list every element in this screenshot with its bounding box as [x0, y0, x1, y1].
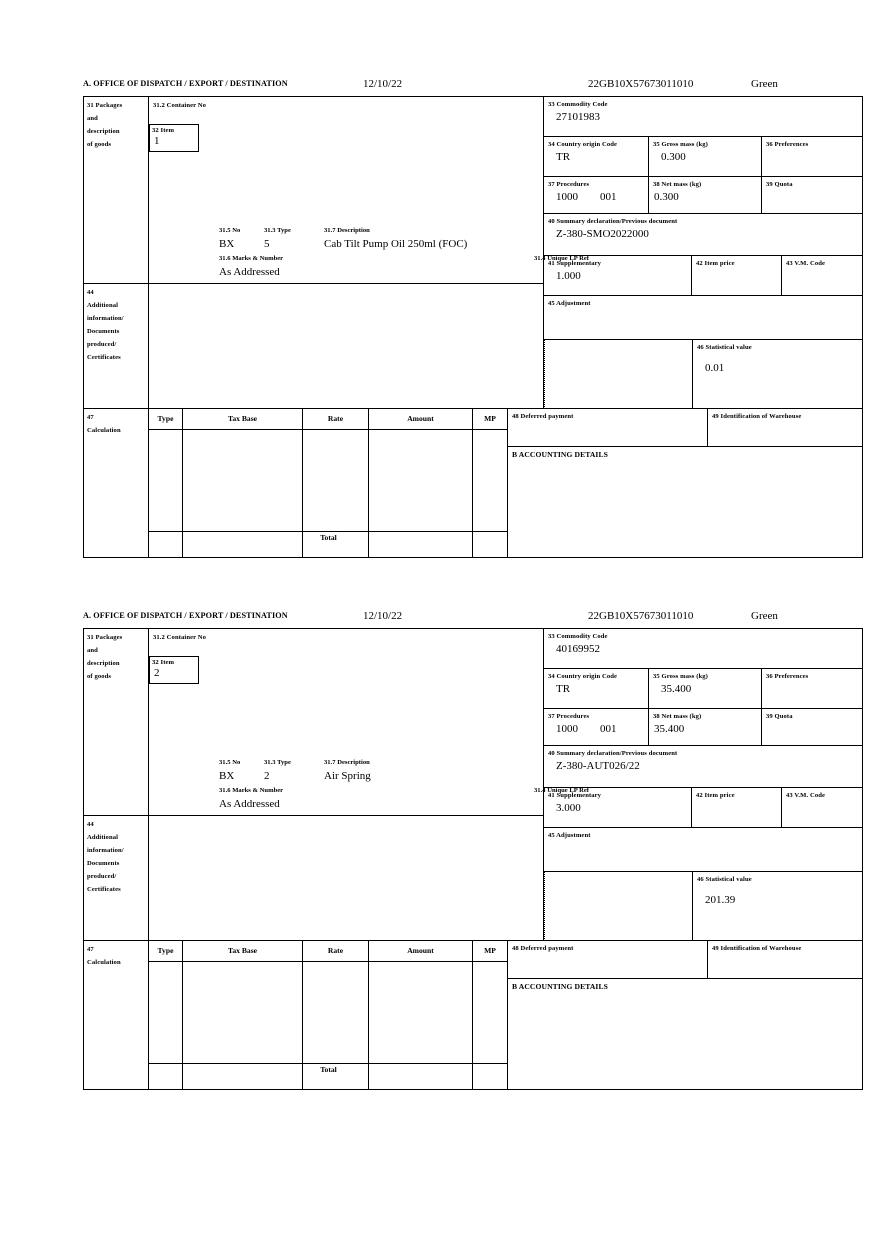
- procedure-2-value: 001: [600, 191, 617, 203]
- box-48-deferred-payment-2: 48 Deferred payment: [508, 941, 708, 979]
- box-48-deferred-payment: 48 Deferred payment: [508, 409, 708, 447]
- commodity-code-value: 27101983: [556, 111, 600, 123]
- calc-column-type: Type: [149, 409, 183, 557]
- calc-column-amount: Amount: [369, 409, 473, 557]
- country-origin-value-2: TR: [556, 683, 571, 695]
- unique-lp-ref-label-2: 31.4 Unique LP Ref: [534, 787, 589, 794]
- procedure-2-value-2: 001: [600, 723, 617, 735]
- box-41-supplementary: 41 Supplementary 1.000: [544, 256, 692, 296]
- box-b-accounting-details: B ACCOUNTING DETAILS: [512, 450, 608, 459]
- box-46-statistical-value-2: 46 Statistical value 201.39: [692, 872, 862, 941]
- declaration-box: [83, 96, 863, 558]
- declaration-date: 12/10/22: [363, 78, 403, 90]
- box-32-item-number: [149, 124, 199, 152]
- box-43-vm-code-2: 43 V.M. Code: [782, 788, 862, 828]
- country-origin-value: TR: [556, 151, 571, 163]
- item-no-label-2: 32 Item: [152, 659, 175, 666]
- box-47-calculation-label-2: 47 Calculation: [84, 941, 149, 1089]
- box-42-item-price: 42 Item price: [692, 256, 782, 296]
- description-label-2: 31.7 Description: [324, 759, 370, 766]
- lane-status-2: Green: [751, 610, 778, 622]
- movement-reference-number: 22GB10X57673011010: [588, 78, 694, 90]
- box-34-country-origin: 34 Country origin Code TR: [544, 137, 649, 177]
- declaration-box-2: [83, 628, 863, 1090]
- box-45-blank-area: [544, 340, 692, 409]
- declaration-date-2: 12/10/22: [363, 610, 403, 622]
- type-label-2: 31.3 Type: [264, 759, 291, 766]
- customs-declaration-form-2: [83, 610, 863, 1090]
- calc-column-mp-2: MP: [473, 941, 508, 1089]
- container-no-label: 31.2 Container No: [153, 102, 207, 109]
- box-45-blank-area-2: [544, 872, 692, 941]
- calc-column-mp: MP: [473, 409, 508, 557]
- no-label-2: 31.5 No: [219, 759, 241, 766]
- packages-description-row: [219, 227, 599, 254]
- box-32-item-number-2: [149, 656, 199, 684]
- box-43-vm-code: 43 V.M. Code: [782, 256, 862, 296]
- no-label: 31.5 No: [219, 227, 241, 234]
- packages-no-value-2: BX: [219, 770, 235, 782]
- item-no-label: 32 Item: [152, 127, 175, 134]
- box-49-identification-warehouse-2: 49 Identification of Warehouse: [708, 941, 862, 979]
- calc-total-divider: [149, 531, 508, 532]
- box-49-identification-warehouse: 49 Identification of Warehouse: [708, 409, 862, 447]
- box-44-additional-information-area: [149, 284, 544, 409]
- box-33-commodity-code: 33 Commodity Code 27101983: [544, 97, 862, 137]
- packages-description-value-2: Air Spring: [324, 770, 371, 782]
- box-38-net-mass-2: 38 Net mass (kg) 35.400: [649, 709, 762, 746]
- summary-declaration-value: Z-380-SMO2022000: [556, 228, 649, 240]
- box-45-adjustment: 45 Adjustment: [544, 296, 862, 340]
- box-45-adjustment-2: 45 Adjustment: [544, 828, 862, 872]
- calc-column-rate: Rate: [303, 409, 369, 557]
- calc-column-tax-base-2: Tax Base: [183, 941, 303, 1089]
- supplementary-value: 1.000: [556, 270, 581, 282]
- marks-and-number-value: As Addressed: [219, 266, 280, 278]
- type-label: 31.3 Type: [264, 227, 291, 234]
- packages-no-value: BX: [219, 238, 235, 250]
- lane-status: Green: [751, 78, 778, 90]
- box-39-quota-2: 39 Quota: [762, 709, 862, 746]
- box-31-packages-label: 31 Packages and description of goods: [84, 97, 149, 284]
- marks-and-number-label-2: 31.6 Marks & Number: [219, 787, 284, 794]
- calc-column-type-2: Type: [149, 941, 183, 1089]
- box-44-additional-information-label-2: 44 Additional information/ Documents produced/ Certificates: [84, 816, 149, 941]
- box-41-supplementary-2: 41 Supplementary 3.000: [544, 788, 692, 828]
- box-39-quota: 39 Quota: [762, 177, 862, 214]
- procedure-1-value: 1000: [556, 191, 578, 203]
- calc-column-rate-2: Rate: [303, 941, 369, 1089]
- box-34-country-origin-2: 34 Country origin Code TR: [544, 669, 649, 709]
- box-b-accounting-details-2: B ACCOUNTING DETAILS: [512, 982, 608, 991]
- calc-column-amount-2: Amount: [369, 941, 473, 1089]
- box-42-item-price-2: 42 Item price: [692, 788, 782, 828]
- unique-lp-ref-label: 31.4 Unique LP Ref: [534, 255, 589, 262]
- packages-type-value: 5: [264, 238, 270, 250]
- box-44-additional-information-area-2: [149, 816, 544, 941]
- calc-total-label-2: Total: [320, 1065, 337, 1074]
- supplementary-value-2: 3.000: [556, 802, 581, 814]
- office-of-dispatch-label-2: A. OFFICE OF DISPATCH / EXPORT / DESTINATION: [83, 611, 288, 620]
- packages-type-value-2: 2: [264, 770, 270, 782]
- net-mass-value: 0.300: [654, 191, 679, 203]
- commodity-code-value-2: 40169952: [556, 643, 600, 655]
- summary-declaration-value-2: Z-380-AUT026/22: [556, 760, 640, 772]
- office-of-dispatch-label: A. OFFICE OF DISPATCH / EXPORT / DESTINATION: [83, 79, 288, 88]
- customs-declaration-form-1: [83, 78, 863, 558]
- marks-and-number-label: 31.6 Marks & Number: [219, 255, 284, 262]
- box-33-commodity-code-2: 33 Commodity Code 40169952: [544, 629, 862, 669]
- procedure-1-value-2: 1000: [556, 723, 578, 735]
- container-no-label-2: 31.2 Container No: [153, 634, 207, 641]
- box-35-gross-mass: 35 Gross mass (kg) 0.300: [649, 137, 762, 177]
- box-36-preferences-2: 36 Preferences: [762, 669, 862, 709]
- box-40-summary-declaration: 40 Summary declaration/Previous document Z-380-SMO2022000: [544, 214, 862, 256]
- container-no-value-2: [149, 642, 543, 656]
- marks-and-number-value-2: As Addressed: [219, 798, 280, 810]
- form-header-2: [83, 610, 863, 628]
- form-header: [83, 78, 863, 96]
- calc-column-tax-base: Tax Base: [183, 409, 303, 557]
- movement-reference-number-2: 22GB10X57673011010: [588, 610, 694, 622]
- box-31-packages-label-2: 31 Packages and description of goods: [84, 629, 149, 816]
- box-38-net-mass: 38 Net mass (kg) 0.300: [649, 177, 762, 214]
- container-no-value: [149, 110, 543, 124]
- box-47-calculation-label: 47 Calculation: [84, 409, 149, 557]
- box-37-procedures: 37 Procedures 1000 001: [544, 177, 649, 214]
- box-36-preferences: 36 Preferences: [762, 137, 862, 177]
- calc-total-divider-2: [149, 1063, 508, 1064]
- box-37-procedures-2: 37 Procedures 1000 001: [544, 709, 649, 746]
- box-44-additional-information-label: 44 Additional information/ Documents produced/ Certificates: [84, 284, 149, 409]
- gross-mass-value: 0.300: [661, 151, 686, 163]
- net-mass-value-2: 35.400: [654, 723, 685, 735]
- box-40-summary-declaration-2: 40 Summary declaration/Previous document Z-380-AUT026/22: [544, 746, 862, 788]
- calc-total-label: Total: [320, 533, 337, 542]
- item-no-value: 1: [154, 135, 160, 147]
- description-label: 31.7 Description: [324, 227, 370, 234]
- item-no-value-2: 2: [154, 667, 160, 679]
- statistical-value-2: 201.39: [705, 894, 736, 906]
- packages-description-row-2: [219, 759, 599, 786]
- box-46-statistical-value: 46 Statistical value 0.01: [692, 340, 862, 409]
- gross-mass-value-2: 35.400: [661, 683, 692, 695]
- statistical-value: 0.01: [705, 362, 725, 374]
- packages-description-value: Cab Tilt Pump Oil 250ml (FOC): [324, 238, 468, 250]
- box-35-gross-mass-2: 35 Gross mass (kg) 35.400: [649, 669, 762, 709]
